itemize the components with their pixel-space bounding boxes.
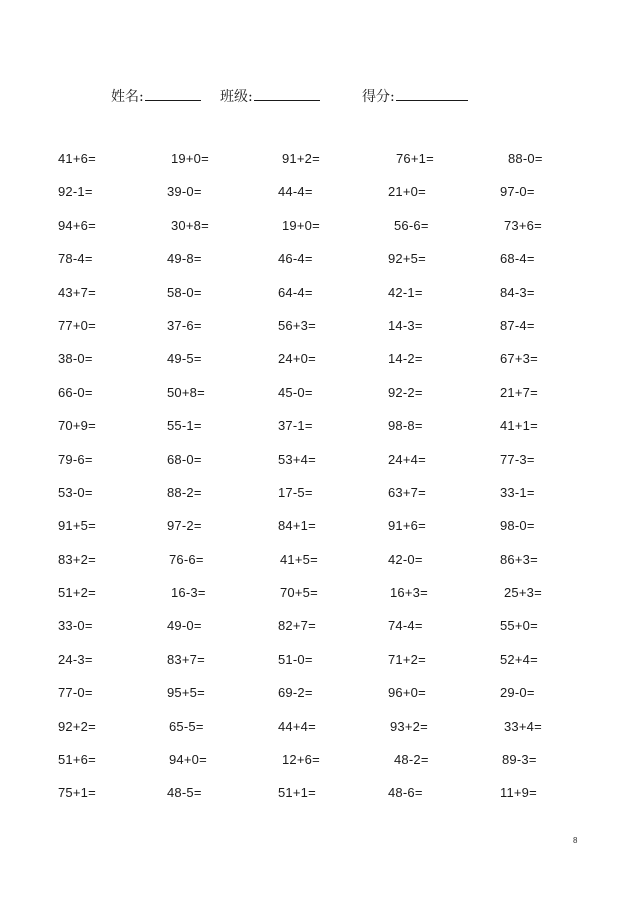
problem-row	[0, 284, 636, 317]
problem-item: 94+6=	[58, 217, 96, 233]
problem-item: 97-2=	[167, 518, 202, 534]
problem-item: 75+1=	[58, 785, 96, 801]
problem-item: 29-0=	[500, 685, 535, 701]
class-label: 班级:	[220, 89, 253, 105]
problem-item: 63+7=	[388, 484, 426, 500]
problem-row	[0, 584, 636, 617]
problem-item: 77-3=	[500, 451, 535, 467]
problem-item: 83+2=	[58, 551, 96, 567]
problem-item: 49-5=	[167, 351, 202, 367]
problem-item: 24-3=	[58, 651, 93, 667]
problem-item: 96+0=	[388, 685, 426, 701]
problem-item: 52+4=	[500, 651, 538, 667]
problem-row	[0, 250, 636, 283]
problem-item: 51+2=	[58, 585, 96, 601]
problem-item: 48-6=	[388, 785, 423, 801]
problem-item: 93+2=	[390, 718, 428, 734]
problem-row	[0, 451, 636, 484]
problem-item: 55+0=	[500, 618, 538, 634]
problem-item: 88-0=	[508, 151, 543, 166]
problem-item: 41+5=	[280, 551, 318, 567]
problem-item: 92+2=	[58, 718, 96, 734]
problem-item: 37-6=	[167, 317, 202, 333]
problem-item: 21+7=	[500, 384, 538, 400]
problem-row	[0, 384, 636, 417]
problem-item: 83+7=	[167, 651, 205, 667]
problem-item: 74-4=	[388, 618, 423, 634]
problem-row	[0, 617, 636, 650]
name-field	[111, 86, 201, 106]
problem-item: 19+0=	[171, 151, 209, 166]
problem-item: 14-3=	[388, 317, 423, 333]
problem-item: 41+6=	[58, 151, 96, 166]
problem-item: 42-0=	[388, 551, 423, 567]
problem-item: 91+6=	[388, 518, 426, 534]
problem-item: 24+0=	[278, 351, 316, 367]
problem-item: 25+3=	[504, 585, 542, 601]
problem-item: 30+8=	[171, 217, 209, 233]
problem-row	[0, 350, 636, 383]
problem-item: 55-1=	[167, 418, 202, 434]
problem-item: 17-5=	[278, 484, 313, 500]
problem-item: 77+0=	[58, 317, 96, 333]
problem-row	[0, 718, 636, 751]
problem-item: 33-0=	[58, 618, 93, 634]
problem-item: 48-5=	[167, 785, 202, 801]
problem-item: 38-0=	[58, 351, 93, 367]
problem-row	[0, 551, 636, 584]
class-field	[220, 86, 320, 106]
problem-item: 82+7=	[278, 618, 316, 634]
problem-item: 41+1=	[500, 418, 538, 434]
problem-row	[0, 651, 636, 684]
problem-item: 65-5=	[169, 718, 204, 734]
problem-item: 39-0=	[167, 184, 202, 200]
problem-row	[0, 217, 636, 250]
problem-item: 77-0=	[58, 685, 93, 701]
problem-item: 91+5=	[58, 518, 96, 534]
problem-item: 42-1=	[388, 284, 423, 300]
problem-row	[0, 784, 636, 817]
problem-row	[0, 150, 636, 183]
problem-item: 24+4=	[388, 451, 426, 467]
problem-item: 58-0=	[167, 284, 202, 300]
class-blank[interactable]	[254, 86, 320, 101]
problem-item: 14-2=	[388, 351, 423, 367]
score-label: 得分:	[362, 89, 395, 105]
problem-item: 76-6=	[169, 551, 204, 567]
problem-item: 56+3=	[278, 317, 316, 333]
problem-item: 19+0=	[282, 217, 320, 233]
problem-item: 48-2=	[394, 752, 429, 768]
problem-item: 56-6=	[394, 217, 429, 233]
problem-row	[0, 484, 636, 517]
name-label: 姓名:	[111, 89, 144, 105]
problem-item: 51+6=	[58, 752, 96, 768]
score-blank[interactable]	[396, 86, 468, 101]
problem-item: 21+0=	[388, 184, 426, 200]
problem-item: 98-0=	[500, 518, 535, 534]
problem-item: 79-6=	[58, 451, 93, 467]
problem-item: 68-4=	[500, 251, 535, 267]
problem-row	[0, 517, 636, 550]
problem-item: 92+5=	[388, 251, 426, 267]
problem-item: 53-0=	[58, 484, 93, 500]
problem-item: 68-0=	[167, 451, 202, 467]
problem-item: 53+4=	[278, 451, 316, 467]
problem-item: 49-8=	[167, 251, 202, 267]
problem-item: 70+9=	[58, 418, 96, 434]
problem-row	[0, 751, 636, 784]
problem-item: 66-0=	[58, 384, 93, 400]
problem-item: 78-4=	[58, 251, 93, 267]
problem-item: 12+6=	[282, 752, 320, 768]
problem-item: 87-4=	[500, 317, 535, 333]
problem-item: 73+6=	[504, 217, 542, 233]
problem-item: 16-3=	[171, 585, 206, 601]
problem-item: 98-8=	[388, 418, 423, 434]
problem-item: 92-2=	[388, 384, 423, 400]
problem-row	[0, 317, 636, 350]
problem-item: 49-0=	[167, 618, 202, 634]
problem-item: 44+4=	[278, 718, 316, 734]
problem-item: 33-1=	[500, 484, 535, 500]
problem-item: 71+2=	[388, 651, 426, 667]
problem-item: 45-0=	[278, 384, 313, 400]
problem-item: 89-3=	[502, 752, 537, 768]
problem-item: 67+3=	[500, 351, 538, 367]
problem-item: 44-4=	[278, 184, 313, 200]
problem-item: 33+4=	[504, 718, 542, 734]
problem-item: 69-2=	[278, 685, 313, 701]
problem-item: 43+7=	[58, 284, 96, 300]
problem-item: 92-1=	[58, 184, 93, 200]
problem-row	[0, 183, 636, 216]
problem-item: 84+1=	[278, 518, 316, 534]
problem-item: 50+8=	[167, 384, 205, 400]
problem-item: 46-4=	[278, 251, 313, 267]
name-blank[interactable]	[145, 86, 201, 101]
problem-item: 37-1=	[278, 418, 313, 434]
page-number: 8	[573, 836, 578, 845]
problem-item: 64-4=	[278, 284, 313, 300]
problem-row	[0, 684, 636, 717]
problem-item: 91+2=	[282, 151, 320, 166]
problem-item: 11+9=	[500, 785, 537, 801]
problem-row	[0, 417, 636, 450]
problem-item: 84-3=	[500, 284, 535, 300]
problem-item: 88-2=	[167, 484, 202, 500]
problem-item: 51+1=	[278, 785, 316, 801]
problem-item: 94+0=	[169, 752, 207, 768]
problem-item: 97-0=	[500, 184, 535, 200]
worksheet-header	[0, 86, 636, 108]
score-field	[362, 86, 468, 106]
problem-grid	[0, 150, 636, 818]
problem-item: 76+1=	[396, 151, 434, 166]
problem-item: 51-0=	[278, 651, 313, 667]
problem-item: 70+5=	[280, 585, 318, 601]
problem-item: 95+5=	[167, 685, 205, 701]
problem-item: 86+3=	[500, 551, 538, 567]
problem-item: 16+3=	[390, 585, 428, 601]
